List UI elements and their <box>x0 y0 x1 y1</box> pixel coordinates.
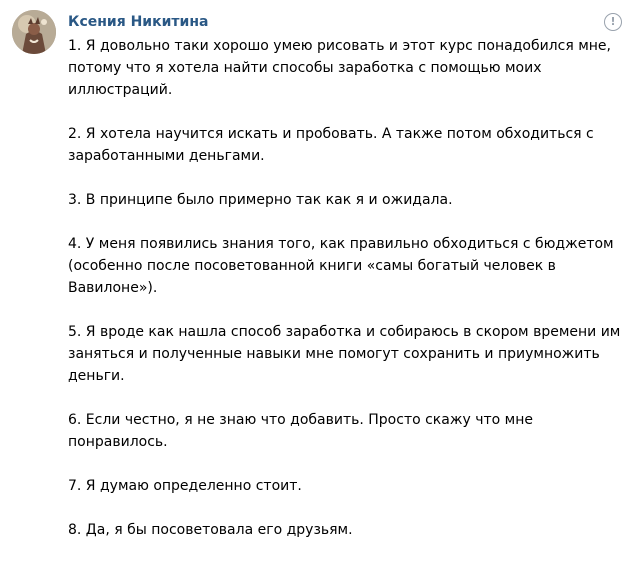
comment-paragraph <box>68 233 637 299</box>
comment-paragraph <box>68 189 637 211</box>
comment-line: заработанными деньгами. <box>68 148 265 164</box>
comment-line: 6. Если честно, я не знаю что добавить. Просто скажу что мне <box>68 412 533 428</box>
comment-paragraph <box>68 35 637 101</box>
comment-line: 4. У меня появились знания того, как правильно обходиться с бюджетом <box>68 236 614 252</box>
comment-line: (особенно после посоветованной книги «самы богатый человек в <box>68 258 556 274</box>
comment-line: 8. Да, я бы посоветовала его друзьям. <box>68 522 353 538</box>
comment-line: Вавилоне»). <box>68 280 158 296</box>
avatar[interactable] <box>12 10 56 54</box>
comment-line: заняться и полученные навыки мне помогут сохранить и приумножить <box>68 346 600 362</box>
comment-paragraph <box>68 475 637 497</box>
avatar-illustration-icon <box>12 10 56 54</box>
comment-line: 7. Я думаю определенно стоит. <box>68 478 302 494</box>
comment-line: 5. Я вроде как нашла способ заработка и собираюсь в скором времени им <box>68 324 621 340</box>
comment-paragraph <box>68 321 637 387</box>
comment-line: потому что я хотела найти способы заработка с помощью моих <box>68 60 542 76</box>
comment-line: иллюстраций. <box>68 82 173 98</box>
exclamation-circle-icon: ! <box>610 15 616 28</box>
comment-paragraph <box>68 409 637 453</box>
comment-line: деньги. <box>68 368 125 384</box>
comment-line: понравилось. <box>68 434 168 450</box>
comment-paragraph <box>68 123 637 167</box>
comment-text <box>68 35 637 563</box>
comment-line: 1. Я довольно таки хорошо умею рисовать и этот курс понадобился мне, <box>68 38 611 54</box>
comment-line: 2. Я хотела научится искать и пробовать. А также потом обходиться с <box>68 126 594 142</box>
report-button[interactable] <box>604 13 622 31</box>
author-name[interactable]: Ксения Никитина <box>68 14 209 30</box>
comment-line: 3. В принципе было примерно так как я и ожидала. <box>68 192 453 208</box>
comment-paragraph <box>68 519 637 541</box>
